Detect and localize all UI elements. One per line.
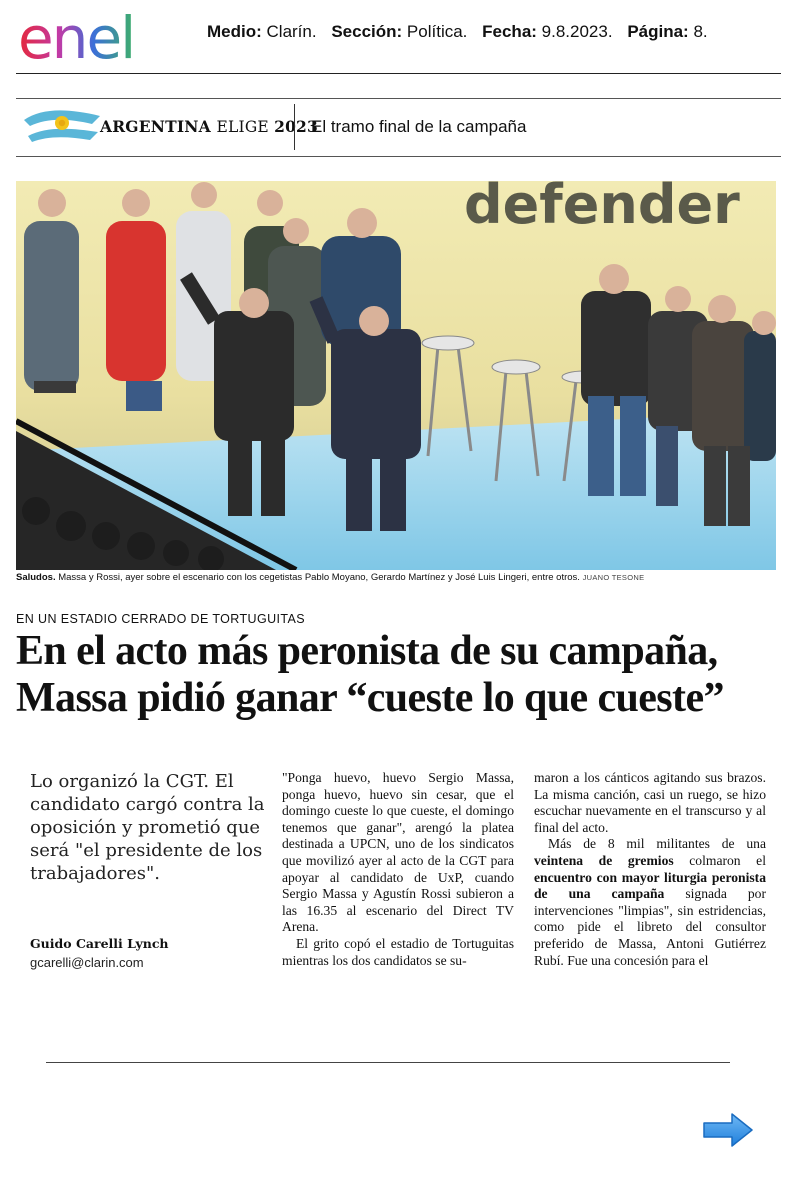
meta-value-medio: Clarín. bbox=[266, 22, 317, 41]
backdrop-text: defender bbox=[464, 181, 740, 236]
headline-line-1: En el acto más peronista de su campaña, bbox=[16, 628, 718, 674]
article-lede: Lo organizó la CGT. El candidato cargó contra la oposición y prometió que será "el presidente de los trabajadores". bbox=[30, 771, 265, 884]
column-3-paragraph-2 bbox=[534, 836, 766, 969]
article-column-2 bbox=[282, 770, 514, 969]
article-headline bbox=[16, 628, 786, 722]
photo-caption bbox=[16, 572, 776, 583]
meta-value-pagina: 8. bbox=[693, 22, 708, 41]
section-title bbox=[100, 117, 318, 136]
meta-value-seccion: Política. bbox=[406, 22, 468, 41]
section-title-year: 2023 bbox=[274, 117, 319, 136]
column-3-paragraph-1: maron a los cánticos agitando sus brazos. La misma canción, casi un ruego, se hizo escuchar nuevamente en el transcurso y al final del acto. bbox=[534, 770, 766, 835]
meta-value-fecha: 9.8.2023. bbox=[541, 22, 613, 41]
column-2-paragraph-1: "Ponga huevo, huevo Sergio Massa, ponga huevo, huevo sin cesar, que el domingo cueste lo que cueste, el domingo tenemos que ganar", arengó la platea destinada a UPCN, uno de los sindicatos que movilizó ayer al acto de la CGT para apoyar al candidato de UxP, cuando Sergio Massa y Agustín Rossi subieron a las 16.35 al escenario del Direct TV Arena. bbox=[282, 770, 514, 935]
section-band-bottom-rule bbox=[16, 156, 781, 157]
col3-bold-gremios: veintena de gremios bbox=[534, 852, 674, 868]
argentina-flag-icon bbox=[22, 106, 102, 144]
col3-text-a: Más de 8 mil militantes de una bbox=[548, 836, 766, 852]
meta-label-pagina: Página: bbox=[627, 22, 689, 41]
footer-divider bbox=[46, 1062, 730, 1063]
header-divider bbox=[16, 73, 781, 74]
caption-lead: Saludos. bbox=[16, 572, 56, 583]
headline-line-2: Massa pidió ganar “cueste lo que cueste” bbox=[16, 675, 724, 721]
col3-text-c: colmaron el bbox=[673, 852, 766, 868]
column-2-paragraph-2: El grito copó el estadio de Tortuguitas mientras los dos candidatos se su- bbox=[282, 935, 514, 968]
meta-label-fecha: Fecha: bbox=[482, 22, 537, 41]
caption-text: Massa y Rossi, ayer sobre el escenario con los cegetistas Pablo Moyano, Gerardo Martínez y José Luis Lingeri, entre otros. bbox=[55, 572, 583, 583]
section-title-country: ARGENTINA bbox=[100, 117, 217, 136]
section-band-top-rule bbox=[16, 98, 781, 99]
next-page-arrow-icon[interactable] bbox=[702, 1112, 754, 1148]
col3-text-d: signada por intervenciones "limpias", sin estridencias, como pide el libreto del consultor preferido de Massa, Antoni Gutiérrez Rubí. Fue una concesión para el bbox=[534, 886, 766, 968]
meta-label-seccion: Sección: bbox=[331, 22, 403, 41]
metadata-line bbox=[207, 22, 718, 42]
enel-logo bbox=[18, 8, 178, 66]
author-name: Guido Carelli Lynch bbox=[30, 936, 169, 951]
col3-bold-liturgia: encuentro con mayor liturgia peronista de una campaña bbox=[534, 869, 766, 902]
author-email: gcarelli@clarin.com bbox=[30, 955, 144, 970]
article-column-3 bbox=[534, 770, 766, 969]
section-subtitle: El tramo final de la campaña bbox=[311, 117, 527, 136]
section-band-divider bbox=[294, 104, 295, 150]
section-title-elige: ELIGE bbox=[216, 118, 275, 136]
photo-credit: JUANO TESONE bbox=[582, 573, 645, 582]
meta-label-medio: Medio: bbox=[207, 22, 262, 41]
svg-text:enel: enel bbox=[18, 8, 135, 66]
event-photo bbox=[16, 181, 776, 570]
article-kicker: EN UN ESTADIO CERRADO DE TORTUGUITAS bbox=[16, 612, 305, 626]
